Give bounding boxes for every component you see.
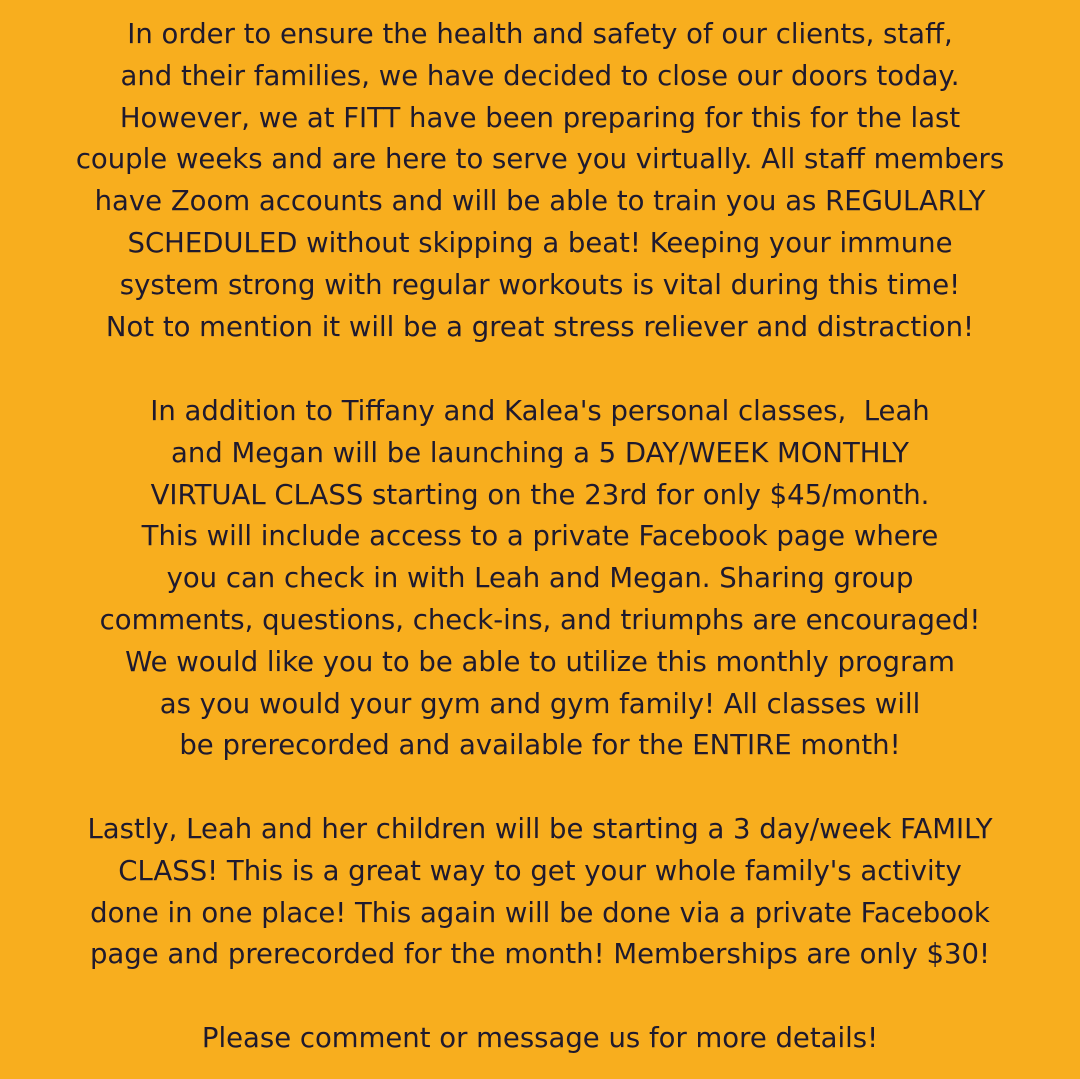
text-line: VIRTUAL CLASS starting on the 23rd for only $45/month.: [150, 478, 930, 511]
text-line: be prerecorded and available for the ENTIRE month!: [179, 729, 901, 762]
text-line: Please comment or message us for more details!: [201, 1022, 879, 1054]
text-line: you can check in with Leah and Megan. Sharing group: [166, 562, 914, 595]
text-line: and their families, we have decided to close our doors today.: [120, 59, 960, 92]
closure-paragraph: [0, 14, 1080, 348]
text-line: SCHEDULED without skipping a beat! Keeping your immune: [127, 226, 953, 259]
text-line: Not to mention it will be a great stress reliever and distraction!: [105, 310, 975, 343]
virtual-class-paragraph: [0, 391, 1080, 767]
family-class-paragraph: [0, 809, 1080, 976]
text-line: couple weeks and are here to serve you virtually. All staff members: [75, 143, 1005, 176]
text-line: and Megan will be launching a 5 DAY/WEEK MONTHLY: [171, 436, 909, 469]
text-line: page and prerecorded for the month! Memberships are only $30!: [89, 938, 991, 971]
text-line: Lastly, Leah and her children will be starting a 3 day/week FAMILY: [87, 813, 993, 845]
text-line: system strong with regular workouts is vital during this time!: [119, 268, 961, 301]
text-line: have Zoom accounts and will be able to train you as REGULARLY: [94, 185, 986, 218]
text-line: CLASS! This is a great way to get your whole family's activity: [118, 854, 962, 887]
text-line: In order to ensure the health and safety of our clients, staff,: [127, 18, 953, 50]
text-line: done in one place! This again will be done via a private Facebook: [90, 896, 990, 929]
call-to-action-paragraph: [0, 1018, 1080, 1060]
text-line: In addition to Tiffany and Kalea's personal classes, Leah: [150, 395, 930, 427]
text-line: However, we at FITT have been preparing for this for the last: [119, 101, 961, 134]
text-line: This will include access to a private Facebook page where: [141, 520, 939, 553]
text-line: We would like you to be able to utilize this monthly program: [125, 645, 955, 678]
text-line: comments, questions, check-ins, and triumphs are encouraged!: [99, 603, 981, 636]
text-line: as you would your gym and gym family! All classes will: [159, 687, 921, 720]
